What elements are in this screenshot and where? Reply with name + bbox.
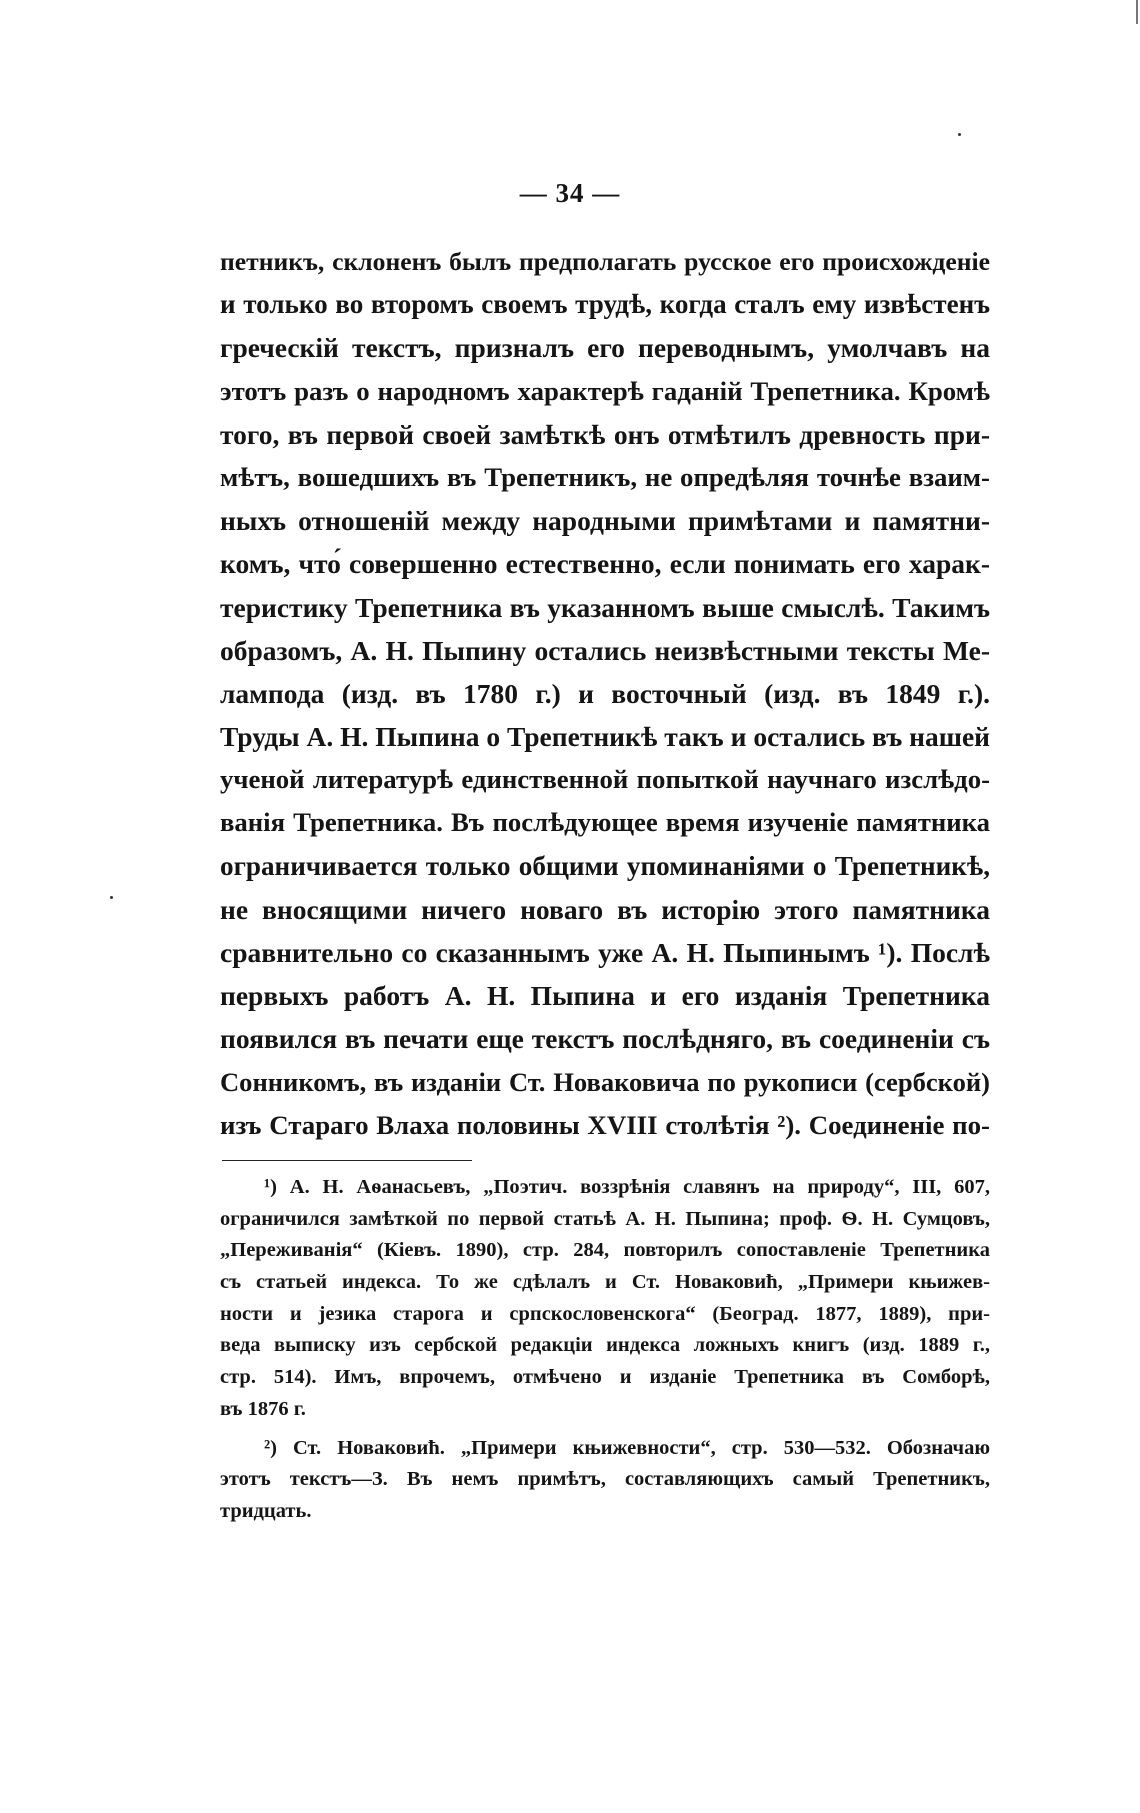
footnote-2	[220, 1433, 990, 1528]
footnote-line: тридцать.	[220, 1499, 312, 1522]
text-line: этотъ разъ о народномъ характерѣ гаданій Трепетника. Кромѣ	[220, 375, 990, 406]
footnote-line: въ 1876 г.	[220, 1397, 306, 1420]
main-text	[220, 240, 990, 1147]
footnote-line: ¹) А. Н. Аѳанасьевъ, „Поэтич. воззрѣнія славянъ на природу“, III, 607,	[264, 1176, 990, 1198]
footnote-line: „Переживанія“ (Кіевъ. 1890), стр. 284, повторилъ сопоставленіе Трепетника	[220, 1239, 990, 1262]
text-line: Труды А. Н. Пыпина о Трепетникѣ такъ и остались въ нашей	[220, 721, 990, 753]
text-line: образомъ, А. Н. Пыпину остались неизвѣстными тексты Ме-	[220, 634, 990, 666]
text-line: ученой литературѣ единственной попыткой научнаго изслѣдо-	[220, 764, 990, 795]
text-line: ограничивается только общими упоминаніями о Трепетникѣ,	[220, 850, 990, 881]
scan-speck	[110, 896, 113, 899]
text-line: ванія Трепетника. Въ послѣдующее время изученіе памятника	[220, 807, 990, 838]
text-line: первыхъ работъ А. Н. Пыпина и его изданія Трепетника	[220, 980, 990, 1012]
footnote-line: съ статьей индекса. То же сдѣлалъ и Ст. Новаковић, „Примери књижев-	[220, 1271, 990, 1294]
footnote-line: веда выписку изъ сербской редакціи индекса ложныхъ книгъ (изд. 1889 г.,	[220, 1334, 990, 1357]
text-line: и только во второмъ своемъ трудѣ, когда сталъ ему извѣстенъ	[220, 289, 990, 320]
text-line: появился въ печати еще текстъ послѣдняго, въ соединеніи съ	[220, 1023, 990, 1055]
text-line: не вносящими ничего новаго въ исторію этого памятника	[220, 893, 990, 925]
footnote-line: ограничился замѣткой по первой статьѣ А. Н. Пыпина; проф. Ѳ. Н. Сумцовъ,	[220, 1207, 990, 1230]
text-line: мѣтъ, вошедшихъ въ Трепетникъ, не опредѣляя точнѣе взаим-	[220, 461, 990, 492]
footnote-separator	[222, 1160, 472, 1161]
footnote-line: стр. 514). Имъ, впрочемъ, отмѣчено и изданіе Трепетника въ Сомборѣ,	[220, 1366, 990, 1389]
footnotes	[220, 1172, 990, 1528]
text-line: лампода (изд. въ 1780 г.) и восточный (изд. въ 1849 г.).	[220, 677, 990, 709]
footnote-line: ности и језика старога и српскословенскога“ (Београд. 1877, 1889), при-	[220, 1302, 990, 1325]
text-line: петникъ, склоненъ былъ предполагать русское его происхожденіе	[220, 247, 990, 276]
text-line: комъ, что́ совершенно естественно, если понимать его харак-	[220, 548, 990, 580]
scan-speck	[958, 133, 961, 136]
text-line: теристику Трепетника въ указанномъ выше смыслѣ. Такимъ	[220, 591, 990, 623]
text-line: греческій текстъ, призналъ его переводнымъ, умолчавъ на	[220, 332, 990, 364]
footnote-1	[220, 1172, 990, 1426]
text-line: ныхъ отношеній между народными примѣтами и памятни-	[220, 505, 990, 537]
text-line: Сонникомъ, въ изданіи Ст. Новаковича по рукописи (сербской)	[220, 1066, 990, 1097]
text-line: того, въ первой своей замѣткѣ онъ отмѣтилъ древность при-	[220, 418, 990, 450]
text-line: сравнительно со сказаннымъ уже А. Н. Пыпинымъ ¹). Послѣ	[220, 937, 990, 968]
footnote-line: этотъ текстъ—З. Въ немъ примѣтъ, составляющихъ самый Трепетникъ,	[220, 1468, 990, 1491]
text-line: изъ Стараго Влаха половины XVIII столѣтія ²). Соединеніе по-	[220, 1109, 990, 1140]
footnote-line: ²) Ст. Новаковић. „Примери књижевности“, стр. 530—532. Обозначаю	[264, 1436, 990, 1459]
scan-edge-mark	[1136, 0, 1138, 24]
page-number: — 34 —	[519, 178, 621, 208]
